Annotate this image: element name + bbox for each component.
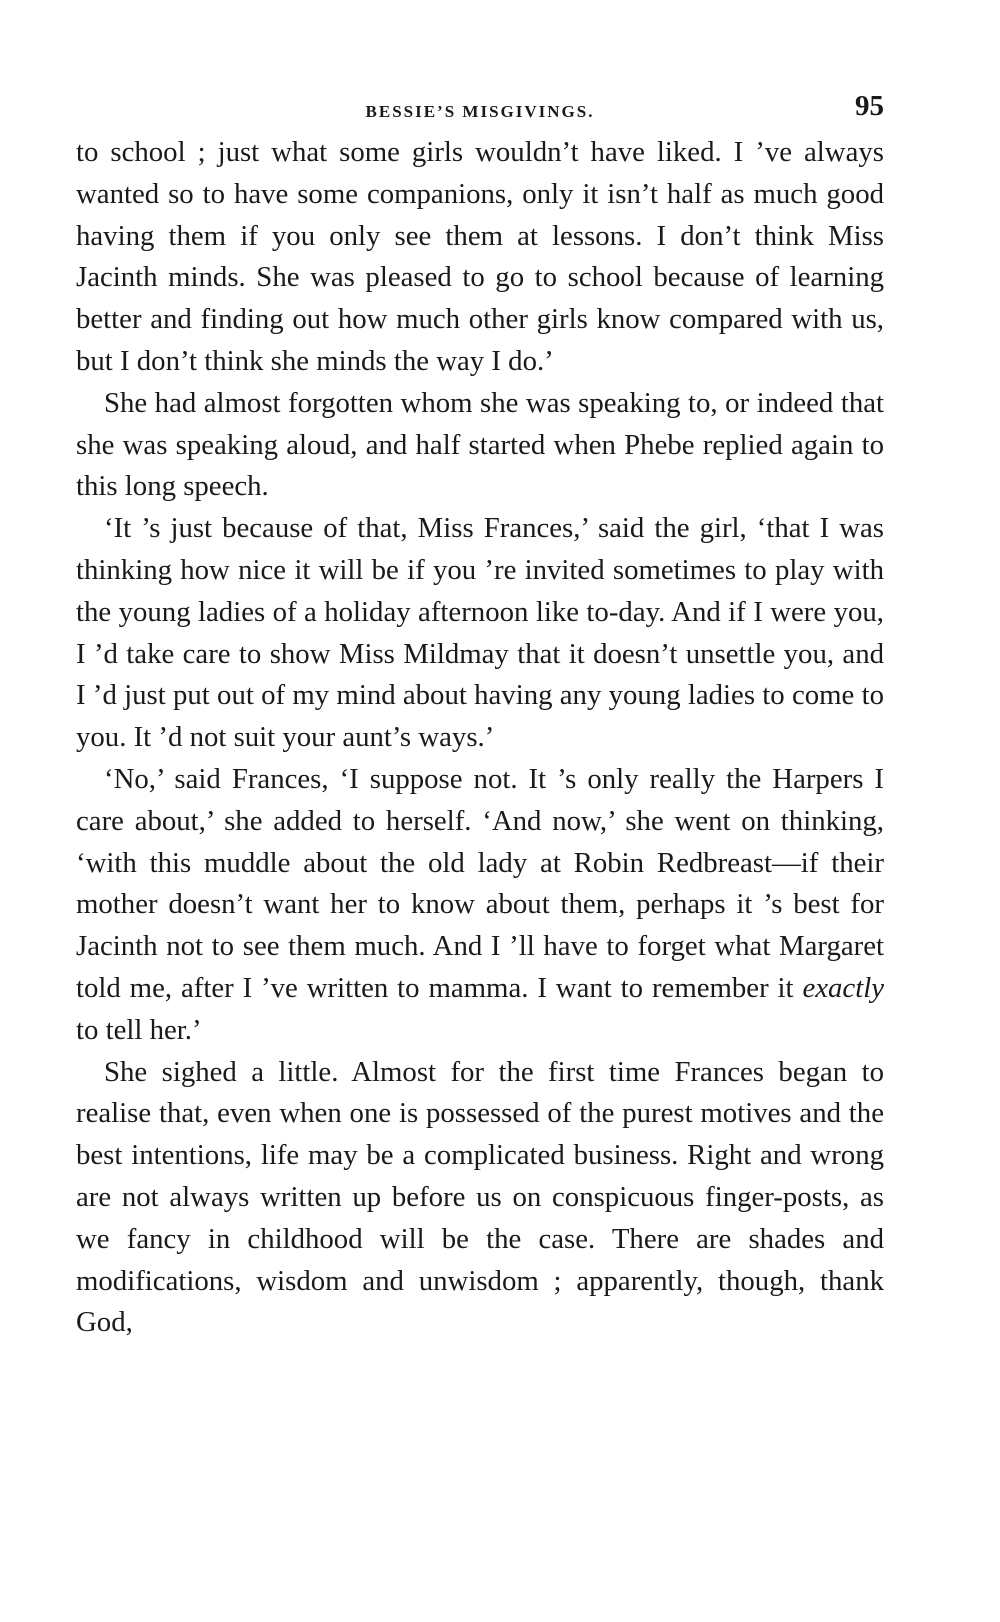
paragraph-text-end: to tell her.’ bbox=[76, 1013, 202, 1046]
paragraph-text: ‘No,’ said Frances, ‘I suppose not. It ’s only really the Harpers I care about,’ she added to herself. ‘And now,’ she went on thinking, ‘with this muddle about the old lady at Robin Redbreast—if their mother doesn’t want her to know about them, perhaps it ’s best for Jacinth not to see them much. And I ’ll have to forget what Margaret told me, after I ’ve written to mamma. I want to remember it bbox=[76, 762, 884, 1004]
paragraph bbox=[76, 759, 884, 1052]
page-number: 95 bbox=[855, 90, 884, 122]
paragraph-continuation: to school ; just what some girls wouldn’t have liked. I ’ve always wanted so to have some companions, only it isn’t half as much good having them if you only see them at lessons. I don’t think Miss Jacinth minds. She was pleased to go to school because of learning better and finding out how much other girls know compared with us, but I don’t think she minds the way I do.’ bbox=[76, 136, 884, 377]
emphasis-text: exactly bbox=[802, 971, 884, 1004]
paragraph: ‘It ’s just because of that, Miss Frances,’ said the girl, ‘that I was thinking how nice it will be if you ’re invited sometimes to play with the young ladies of a holiday afternoon like to-day. And if I were you, I ’d take care to show Miss Mildmay that it doesn’t unsettle you, and I ’d just put out of my mind about having any young ladies to come to you. It ’d not suit your aunt’s ways.’ bbox=[76, 512, 884, 754]
page-content bbox=[76, 88, 884, 1344]
body-text bbox=[76, 132, 884, 1344]
page-header bbox=[76, 88, 884, 132]
running-head: BESSIE’S MISGIVINGS. bbox=[365, 102, 595, 121]
paragraph: She sighed a little. Almost for the first time Frances began to realise that, even when one is possessed of the purest motives and the best intentions, life may be a complicated business. Right and wrong are not always written up before us on conspicuous finger-posts, as we fancy in childhood will be the case. There are shades and modifications, wisdom and unwisdom ; apparently, though, thank God, bbox=[76, 1055, 884, 1339]
paragraph: She had almost forgotten whom she was speaking to, or indeed that she was speaking aloud, and half started when Phebe replied again to this long speech. bbox=[76, 386, 884, 503]
